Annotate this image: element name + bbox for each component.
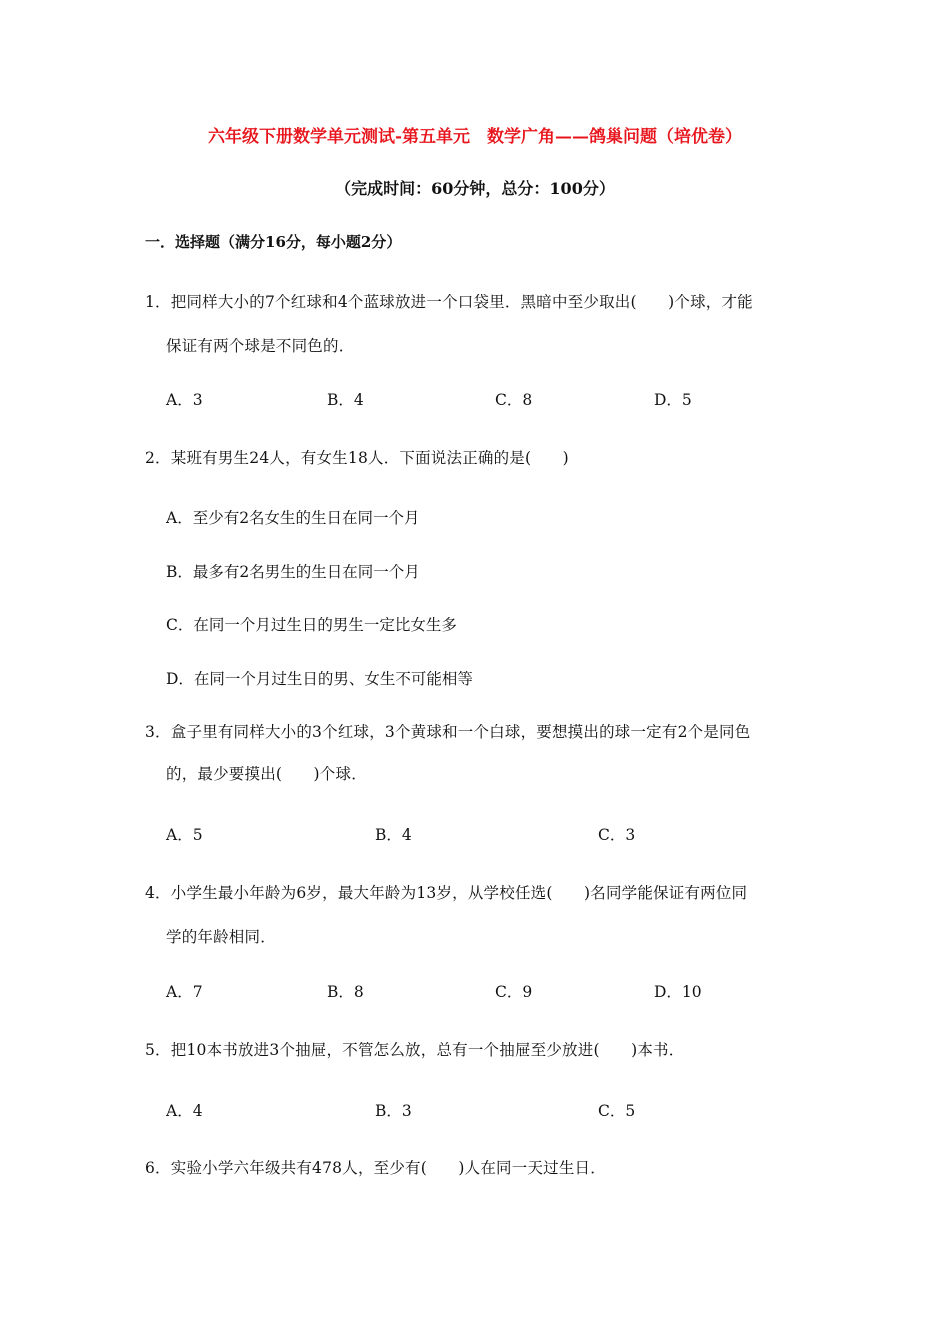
question-1-line-2: 保证有两个球是不同色的． xyxy=(166,337,355,355)
question-6-line-1: 6．实验小学六年级共有478人，至少有( )人在同一天过生日． xyxy=(145,1159,606,1177)
question-1-option-d: D．5 xyxy=(654,391,692,409)
question-4-option-a: A．7 xyxy=(166,983,203,1001)
question-4-line-1: 4．小学生最小年龄为6岁，最大年龄为13岁，从学校任选( )名同学能保证有两位同 xyxy=(145,884,748,902)
question-3-line-2: 的，最少要摸出( )个球． xyxy=(166,765,367,783)
question-3-option-c: C．3 xyxy=(598,826,636,844)
question-1-option-a: A．3 xyxy=(166,391,203,409)
question-4-line-2: 学的年龄相同． xyxy=(166,928,276,946)
question-3-option-b: B．4 xyxy=(375,826,412,844)
question-2-option-a: A．至少有2名女生的生日在同一个月 xyxy=(166,509,420,527)
question-2-line-1: 2．某班有男生24人，有女生18人．下面说法正确的是( ) xyxy=(145,449,569,467)
question-5-option-b: B．3 xyxy=(375,1102,412,1120)
question-4-option-c: C．9 xyxy=(495,983,533,1001)
question-1-option-b: B．4 xyxy=(327,391,364,409)
question-5-option-a: A．4 xyxy=(166,1102,203,1120)
question-4-option-b: B．8 xyxy=(327,983,364,1001)
question-5-option-c: C．5 xyxy=(598,1102,636,1120)
document-subtitle: （完成时间：60分钟，总分：100分） xyxy=(335,179,615,198)
question-3-line-1: 3．盒子里有同样大小的3个红球，3个黄球和一个白球，要想摸出的球一定有2个是同色 xyxy=(145,723,751,741)
question-2-option-b: B．最多有2名男生的生日在同一个月 xyxy=(166,563,420,581)
document-title: 六年级下册数学单元测试-第五单元 数学广角——鸽巢问题（培优卷） xyxy=(207,127,743,147)
section-heading: 一．选择题（满分16分，每小题2分） xyxy=(145,233,402,251)
question-1-line-1: 1．把同样大小的7个红球和4个蓝球放进一个口袋里．黑暗中至少取出( )个球，才能 xyxy=(145,293,753,311)
question-1-option-c: C．8 xyxy=(495,391,533,409)
question-2-option-d: D．在同一个月过生日的男、女生不可能相等 xyxy=(166,670,473,688)
question-4-option-d: D．10 xyxy=(654,983,702,1001)
question-3-option-a: A．5 xyxy=(166,826,203,844)
question-5-line-1: 5．把10本书放进3个抽屉，不管怎么放，总有一个抽屉至少放进( )本书． xyxy=(145,1041,685,1059)
question-2-option-c: C．在同一个月过生日的男生一定比女生多 xyxy=(166,616,457,634)
